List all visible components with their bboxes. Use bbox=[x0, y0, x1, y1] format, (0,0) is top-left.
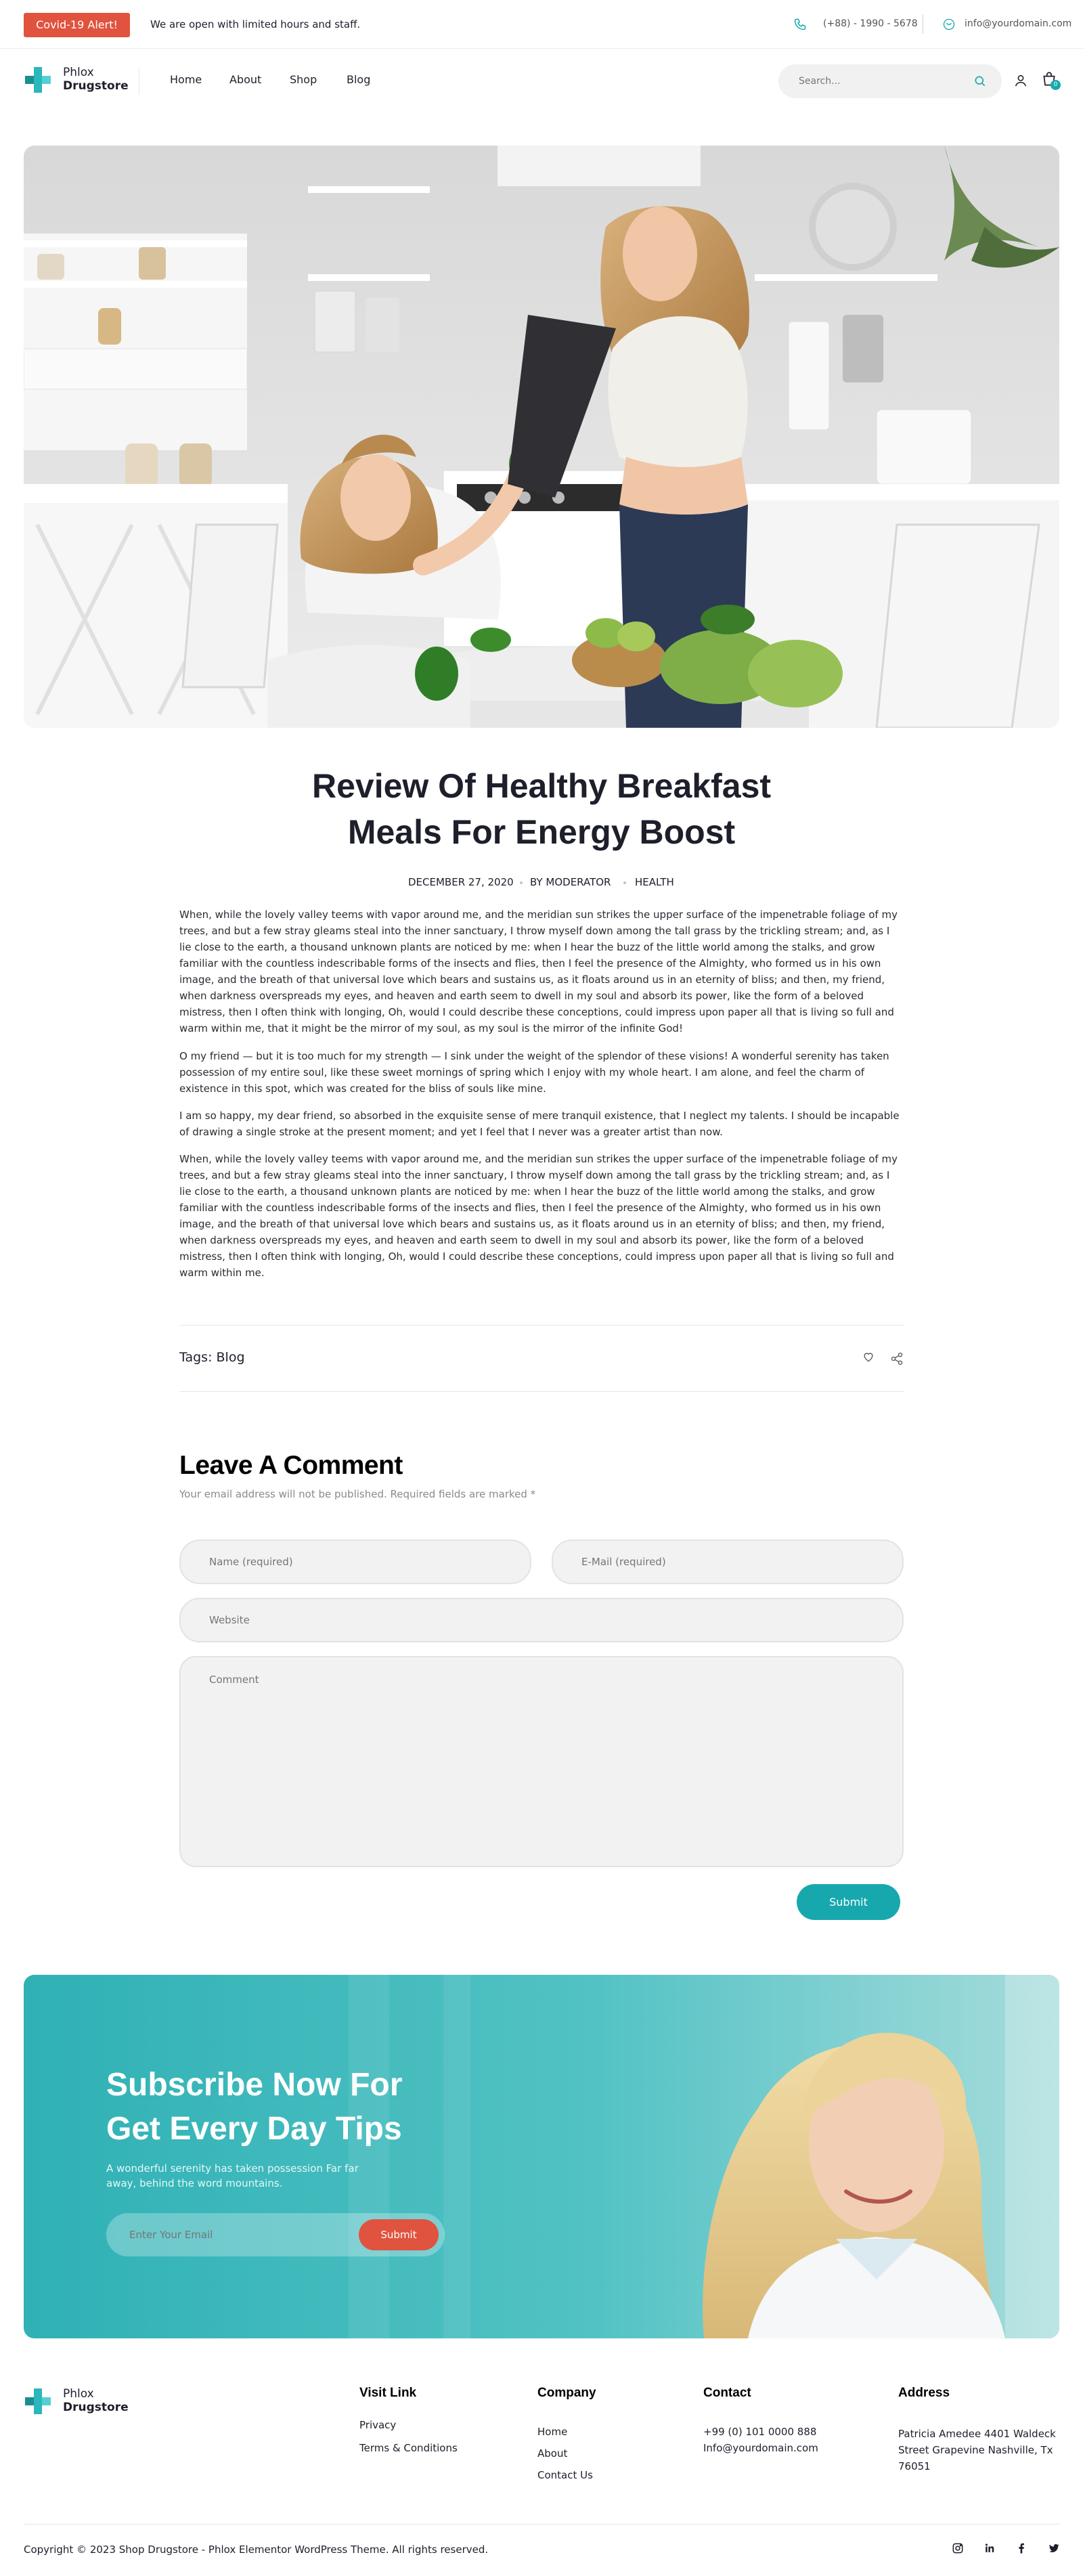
phone-icon bbox=[793, 18, 807, 31]
search-icon[interactable] bbox=[973, 74, 987, 88]
subscribe-title-line1: Subscribe Now For bbox=[106, 2067, 403, 2103]
divider bbox=[179, 1391, 904, 1392]
subscribe-form bbox=[106, 2213, 445, 2256]
heart-icon[interactable] bbox=[862, 1350, 875, 1363]
footer-link-terms[interactable]: Terms & Conditions bbox=[359, 2442, 458, 2454]
logo-text-line1: Phlox bbox=[63, 66, 94, 79]
comment-title: Leave A Comment bbox=[179, 1451, 403, 1480]
top-bar bbox=[0, 0, 1083, 49]
footer-link-about[interactable]: About bbox=[537, 2447, 568, 2460]
nav-about[interactable]: About bbox=[229, 73, 262, 86]
nav-home[interactable]: Home bbox=[170, 73, 202, 86]
footer-address: Patricia Amedee 4401 Waldeck Street Grapevine Nashville, Tx 76051 bbox=[898, 2428, 1056, 2472]
article-paragraph: When, while the lovely valley teems with vapor around me, and the meridian sun strikes the upper surface of the impenetrable foliage of my trees, and but a few stray gleams steal into the inner sanctuary, I throw myself down among the tall grass by the trickling stream; and, as I lie close to the earth, a thousand unknown plants are noticed by me: when I hear the buzz of the little world among the stalks, and grow familiar with the countless indescribable forms of the insects and flies, then I feel the presence of the Almighty, who formed us in his own image, and the breath of that universal love which bears and sustains us, as it floats around us in an eternity of bliss; and then, my friend, when darkness overspreads my eyes, and heaven and earth seem to dwell in my soul and absorb its power, like the form of a beloved mistress, then I often think with longing, Oh, would I could describe these conceptions, could impress upon paper all that is living so full and warm within me. bbox=[179, 1153, 898, 1279]
comment-note: Your email address will not be published. Required fields are marked * bbox=[179, 1488, 536, 1500]
subscribe-submit-button[interactable]: Submit bbox=[359, 2219, 439, 2250]
article-title-line2: Meals For Energy Boost bbox=[347, 813, 736, 851]
cart-count-badge: 0 bbox=[1051, 80, 1061, 90]
email-field[interactable] bbox=[552, 1540, 904, 1584]
footer-visit-heading: Visit Link bbox=[359, 2386, 417, 2400]
subscribe-title-line2: Get Every Day Tips bbox=[106, 2111, 402, 2147]
medical-cross-icon bbox=[24, 2387, 52, 2416]
search-box bbox=[778, 64, 1002, 98]
linkedin-icon[interactable] bbox=[983, 2541, 996, 2555]
kitchen-illustration bbox=[24, 146, 1059, 728]
subscribe-text: A wonderful serenity has taken possession Far far away, behind the word mountains. bbox=[106, 2162, 359, 2189]
post-category[interactable]: HEALTH bbox=[635, 876, 674, 888]
article-paragraph: O my friend — but it is too much for my strength — I sink under the weight of the splendor of these visions! A wonderful serenity has taken possession of my entire soul, like these sweet mornings of spring which I enjoy with my whole heart. I am alone, and feel the charm of existence in this spot, which was created for the bliss of souls like mine. bbox=[179, 1050, 889, 1095]
facebook-icon[interactable] bbox=[1015, 2541, 1028, 2555]
post-date[interactable]: DECEMBER 27, 2020 bbox=[408, 876, 514, 888]
footer-contact-email[interactable]: Info@yourdomain.com bbox=[703, 2442, 818, 2454]
copyright-text: Copyright © 2023 Shop Drugstore - Phlox Elementor WordPress Theme. All rights reserved. bbox=[24, 2544, 489, 2556]
subscribe-title bbox=[106, 2063, 458, 2151]
instagram-icon[interactable] bbox=[951, 2541, 965, 2555]
footer-logo[interactable] bbox=[24, 2386, 132, 2417]
notice-text: We are open with limited hours and staff. bbox=[150, 18, 361, 30]
footer-contact-phone[interactable]: +99 (0) 101 0000 888 bbox=[703, 2426, 817, 2438]
article-paragraph: I am so happy, my dear friend, so absorbed in the exquisite sense of mere tranquil existence, that I neglect my talents. I should be incapable of drawing a single stroke at the present moment; and yet I feel that I never was a greater artist than now. bbox=[179, 1110, 900, 1138]
website-field[interactable] bbox=[179, 1598, 904, 1642]
share-icon[interactable] bbox=[890, 1352, 904, 1366]
subscribe-banner bbox=[24, 1975, 1059, 2338]
footer-link-privacy[interactable]: Privacy bbox=[359, 2419, 397, 2431]
phone-number[interactable]: (+88) - 1990 - 5678 bbox=[823, 18, 918, 29]
footer-contact-heading: Contact bbox=[703, 2386, 751, 2400]
footer-link-contact[interactable]: Contact Us bbox=[537, 2469, 593, 2481]
covid-alert-button[interactable]: Covid-19 Alert! bbox=[24, 13, 130, 37]
meta-separator bbox=[623, 881, 626, 884]
post-author[interactable]: BY MODERATOR bbox=[530, 876, 611, 888]
footer-link-home[interactable]: Home bbox=[537, 2426, 568, 2438]
logo-text-line2: Drugstore bbox=[63, 79, 129, 93]
post-tags[interactable]: Tags: Blog bbox=[179, 1350, 245, 1365]
divider bbox=[24, 2524, 1059, 2525]
article-paragraph: When, while the lovely valley teems with vapor around me, and the meridian sun strikes the upper surface of the impenetrable foliage of my trees, and but a few stray gleams steal into the inner sanctuary, I throw myself down among the tall grass by the trickling stream; and, as I lie close to the earth, a thousand unknown plants are noticed by me: when I hear the buzz of the little world among the stalks, and grow familiar with the countless indescribable forms of the insects and flies, then I feel the presence of the Almighty, who formed us in his own image, and the breath of that universal love which bears and sustains us, as it floats around us in an eternity of bliss; and then, my friend, when darkness overspreads my eyes, and heaven and earth seem to dwell in my soul and absorb its power, like the form of a beloved mistress, then I often think with longing, Oh, would I could describe these conceptions, could impress upon paper all that is living so full and warm within me, that it might be the mirror of my soul, as my soul is the mirror of the infinite God! bbox=[179, 909, 898, 1034]
medical-cross-icon bbox=[24, 66, 52, 94]
header-logo[interactable] bbox=[24, 64, 132, 95]
article-title-line1: Review Of Healthy Breakfast bbox=[311, 767, 772, 805]
subscribe-email-input[interactable] bbox=[129, 2227, 332, 2243]
hero-image bbox=[24, 146, 1059, 728]
submit-comment-button[interactable]: Submit bbox=[797, 1884, 900, 1920]
comment-textarea[interactable] bbox=[179, 1656, 904, 1867]
user-icon[interactable] bbox=[1013, 73, 1028, 88]
meta-separator bbox=[520, 881, 523, 884]
footer-logo-text-line2: Drugstore bbox=[63, 2401, 129, 2414]
subscribe-background bbox=[24, 1975, 1059, 2338]
footer-company-heading: Company bbox=[537, 2386, 596, 2400]
mail-icon bbox=[943, 18, 955, 30]
name-field[interactable] bbox=[179, 1540, 531, 1584]
nav-blog[interactable]: Blog bbox=[347, 73, 371, 86]
footer-logo-text-line1: Phlox bbox=[63, 2387, 94, 2401]
email-address[interactable]: info@yourdomain.com bbox=[965, 18, 1072, 29]
nav-shop[interactable]: Shop bbox=[290, 73, 317, 86]
divider bbox=[179, 1325, 904, 1326]
twitter-icon[interactable] bbox=[1047, 2541, 1061, 2555]
article-title bbox=[0, 763, 1083, 855]
footer-address-heading: Address bbox=[898, 2386, 950, 2400]
search-input[interactable] bbox=[799, 73, 961, 89]
